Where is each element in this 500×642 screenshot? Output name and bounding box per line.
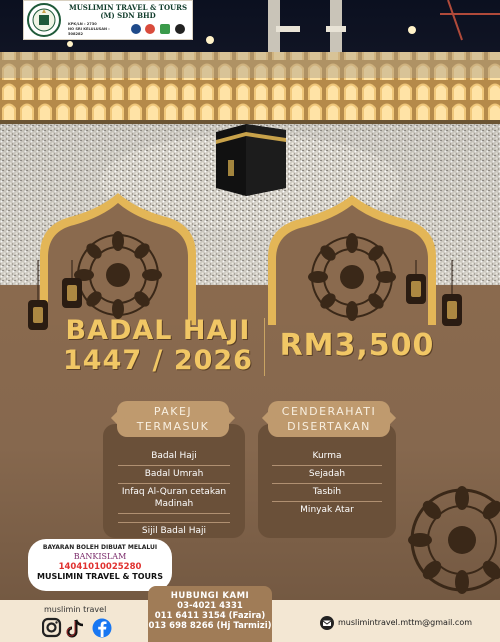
- list-item: Infaq Al-Quran cetakan Madinah: [118, 484, 230, 514]
- phone-fazira[interactable]: 011 6411 3154 (Fazira): [154, 611, 266, 621]
- facebook-icon[interactable]: [93, 619, 112, 638]
- license-info: [68, 22, 124, 37]
- bank-account-number: 14041010025280: [58, 562, 142, 572]
- contact-box: [148, 586, 272, 642]
- package-list: [118, 448, 230, 540]
- list-item: Kurma: [272, 448, 382, 466]
- package-heading-tab: [117, 401, 229, 437]
- email-icon: [320, 616, 334, 630]
- gifts-heading: CENDERAHATI DISERTAKAN: [281, 405, 377, 433]
- package-price: RM3,500: [279, 328, 435, 363]
- gifts-heading-tab: [268, 401, 390, 437]
- phone-tarmizi[interactable]: 013 698 8266 (Hj Tarmizi): [148, 621, 272, 631]
- package-heading: PAKEJ TERMASUK: [136, 405, 210, 433]
- headline-title: BADAL HAJI: [65, 315, 251, 346]
- bank-account-name: MUSLIMIN TRAVEL & TOURS: [37, 572, 163, 581]
- social-handle: muslimin travel: [44, 605, 107, 614]
- list-item: Tasbih: [272, 484, 382, 502]
- phone-office[interactable]: 03-4021 4331: [177, 601, 243, 611]
- headline-divider: [264, 318, 265, 376]
- list-item: Badal Umrah: [118, 466, 230, 484]
- payment-info: [28, 539, 172, 591]
- company-emblem-icon: [27, 3, 61, 37]
- list-item: Sejadah: [272, 466, 382, 484]
- email-address[interactable]: muslimintravel.mttm@gmail.com: [338, 618, 473, 627]
- list-item: Sijil Badal Haji: [141, 526, 207, 536]
- tiktok-icon[interactable]: [67, 620, 83, 636]
- accreditation-badges-icon: [128, 23, 188, 35]
- list-item: Badal Haji: [118, 448, 230, 466]
- mandala-decoration-icon: [396, 470, 500, 600]
- contact-heading: HUBUNGI KAMI: [170, 591, 250, 601]
- arch-ornaments: [0, 185, 500, 325]
- gifts-list: [272, 448, 382, 519]
- headline-year: 1447 / 2026: [63, 345, 253, 376]
- payment-instruction: BAYARAN BOLEH DIBUAT MELALUI: [42, 544, 158, 551]
- instagram-icon[interactable]: [43, 619, 60, 636]
- list-item: Minyak Atar: [300, 505, 354, 515]
- company-name: MUSLIMIN TRAVEL & TOURS (M) SDN BHD: [68, 3, 188, 20]
- license-kpk: KPK/LN : 2730: [68, 22, 97, 26]
- license-approval: NO SRI KELULUSAN : 508282: [68, 27, 110, 36]
- bank-name: BANKISLAM: [73, 552, 127, 561]
- headline: [58, 316, 258, 376]
- company-logo: [23, 0, 193, 40]
- social-icons: [42, 617, 114, 639]
